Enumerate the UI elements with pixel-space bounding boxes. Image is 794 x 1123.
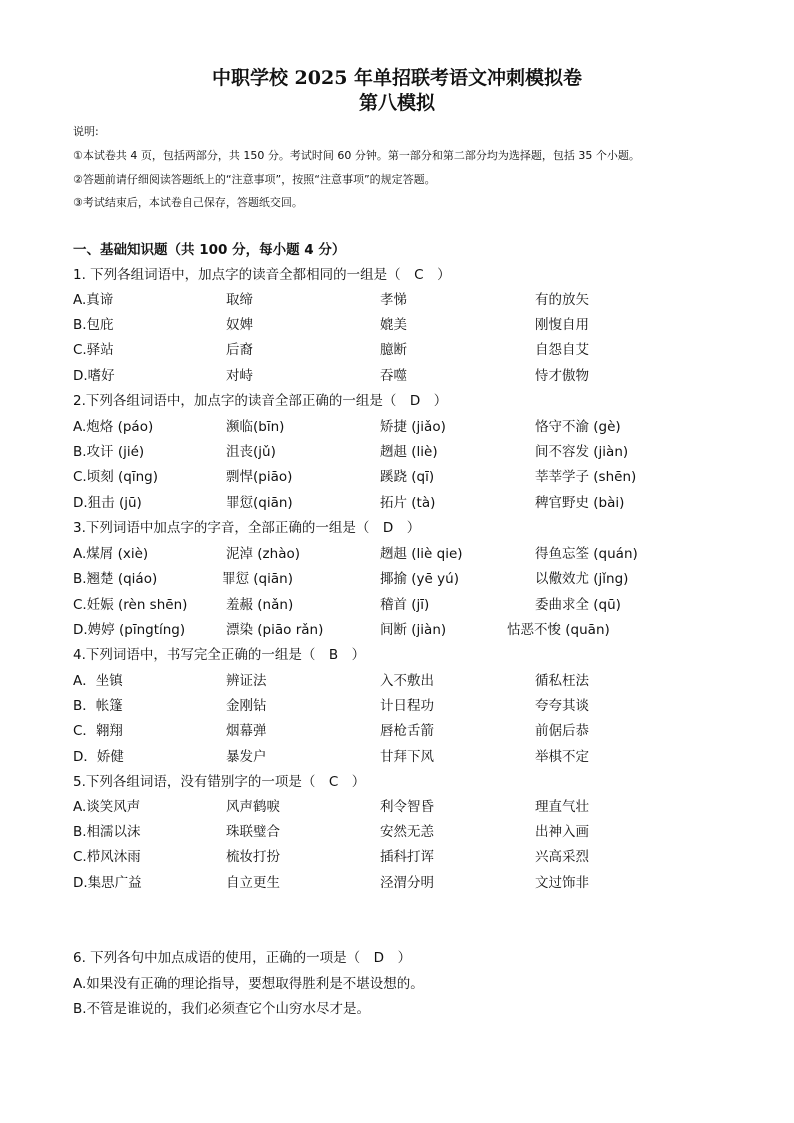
option-cell: 孝悌 <box>380 292 407 308</box>
option-row <box>0 748 794 766</box>
option-row <box>0 316 794 334</box>
option-cell: 出神入画 <box>535 824 589 840</box>
note-item: ③考试结束后，本试卷自己保存，答题纸交回。 <box>73 196 303 209</box>
option-cell: 泾渭分明 <box>380 875 434 891</box>
notes-label: 说明: <box>73 125 99 138</box>
option-cell: A．坐镇 <box>73 673 123 689</box>
option-cell: D．娇健 <box>73 749 124 765</box>
option-cell: 间断 (jiàn) <box>380 622 447 638</box>
question-stem: 5.下列各组词语，没有错别字的一项是（ C ） <box>73 774 366 790</box>
option-cell: 利令智昏 <box>380 799 434 815</box>
option-sentence: A.如果没有正确的理论指导，要想取得胜利是不堪设想的。 <box>73 976 424 992</box>
option-cell: 刚愎自用 <box>535 317 589 333</box>
option-cell: 委曲求全 (qū) <box>535 597 621 613</box>
option-cell: D.集思广益 <box>73 875 142 891</box>
option-cell: C．翱翔 <box>73 723 123 739</box>
option-cell: 金刚钻 <box>226 698 267 714</box>
option-cell: 漂染 (piāo rǎn) <box>226 622 324 638</box>
option-cell: 举棋不定 <box>535 749 589 765</box>
option-cell: 得鱼忘筌 (quán) <box>535 546 638 562</box>
option-cell: C.顷刻 (qīng) <box>73 469 158 485</box>
option-cell: 唇枪舌箭 <box>380 723 434 739</box>
option-cell: 怙恶不悛 (quān) <box>507 622 610 638</box>
option-cell: 梳妆打扮 <box>226 849 280 865</box>
option-cell: 暴发户 <box>226 749 267 765</box>
question-stem: 4.下列词语中，书写完全正确的一组是（ B ） <box>73 647 366 663</box>
option-row <box>0 291 794 309</box>
option-row <box>0 697 794 715</box>
option-cell: 自怨自艾 <box>535 342 589 358</box>
question-stem: 2.下列各组词语中，加点字的读音全部正确的一组是（ D ） <box>73 393 448 409</box>
option-cell: 奴婢 <box>226 317 253 333</box>
question-stem: 6. 下列各句中加点成语的使用，正确的一项是（ D ） <box>73 950 412 966</box>
section-title: 一、基础知识题（共 100 分，每小题 4 分） <box>73 242 346 258</box>
option-cell: 兴高采烈 <box>535 849 589 865</box>
option-cell: 对峙 <box>226 368 253 384</box>
option-cell: 羞赧 (nǎn) <box>226 597 294 613</box>
option-row <box>0 672 794 690</box>
option-cell: 稽首 (jī) <box>380 597 430 613</box>
option-cell: 恪守不渝 (gè) <box>535 419 621 435</box>
option-cell: B．帐篷 <box>73 698 123 714</box>
option-cell: C.栉风沐雨 <box>73 849 141 865</box>
option-cell: 以儆效尤 (jǐng) <box>535 571 629 587</box>
option-row <box>0 874 794 892</box>
option-row <box>0 367 794 385</box>
option-cell: 矫捷 (jiǎo) <box>380 419 446 435</box>
option-cell: C.妊娠 (rèn shēn) <box>73 597 188 613</box>
exam-title: 中职学校 2025 年单招联考语文冲刺模拟卷 <box>211 67 583 89</box>
option-row <box>0 621 794 639</box>
option-cell: 甘拜下风 <box>380 749 434 765</box>
question-stem: 1. 下列各组词语中，加点字的读音全都相同的一组是（ C ） <box>73 267 451 283</box>
option-cell: 泥淖 (zhào) <box>226 546 300 562</box>
option-cell: A.煤屑 (xiè) <box>73 546 149 562</box>
question-stem: 3.下列词语中加点字的字音，全部正确的一组是（ D ） <box>73 520 421 536</box>
exam-subtitle: 第八模拟 <box>358 92 435 114</box>
option-cell: 拓片 (tà) <box>380 495 436 511</box>
option-cell: A.谈笑风声 <box>73 799 141 815</box>
option-cell: 罪愆 (qiān) <box>222 571 293 587</box>
option-cell: 风声鹤唳 <box>226 799 280 815</box>
option-cell: 罪愆(qiān) <box>226 495 293 511</box>
option-cell: B.翘楚 (qiáo) <box>73 571 158 587</box>
option-cell: 揶揄 (yē yú) <box>380 571 459 587</box>
option-cell: 夸夸其谈 <box>535 698 589 714</box>
option-cell: 插科打诨 <box>380 849 434 865</box>
option-row <box>0 848 794 866</box>
option-row <box>0 570 794 588</box>
option-cell: 前倨后恭 <box>535 723 589 739</box>
option-cell: 烟幕弹 <box>226 723 267 739</box>
option-cell: A.真谛 <box>73 292 114 308</box>
option-cell: A.炮烙 (páo) <box>73 419 154 435</box>
option-cell: 后裔 <box>226 342 253 358</box>
option-cell: 间不容发 (jiàn) <box>535 444 629 460</box>
option-row <box>0 545 794 563</box>
option-row <box>0 823 794 841</box>
option-cell: 取缔 <box>226 292 253 308</box>
option-row <box>0 494 794 512</box>
option-sentence: B.不管是谁说的，我们必须查它个山穷水尽才是。 <box>73 1001 371 1017</box>
option-cell: 趔趄 (liè qie) <box>380 546 463 562</box>
option-cell: 理直气壮 <box>535 799 589 815</box>
option-row <box>0 798 794 816</box>
option-cell: D.狙击 (jū) <box>73 495 142 511</box>
option-cell: 安然无恙 <box>380 824 434 840</box>
option-row <box>0 341 794 359</box>
option-cell: 濒临(bīn) <box>226 419 285 435</box>
option-cell: C.驿站 <box>73 342 114 358</box>
option-row <box>0 418 794 436</box>
option-cell: 入不敷出 <box>380 673 434 689</box>
option-cell: 吞噬 <box>380 368 407 384</box>
option-cell: 循私枉法 <box>535 673 589 689</box>
option-row <box>0 468 794 486</box>
option-cell: B.攻讦 (jié) <box>73 444 145 460</box>
option-cell: 自立更生 <box>226 875 280 891</box>
option-cell: 沮丧(jǔ) <box>226 444 276 460</box>
option-cell: 莘莘学子 (shēn) <box>535 469 637 485</box>
option-row <box>0 722 794 740</box>
option-cell: D.嗜好 <box>73 368 115 384</box>
option-cell: 珠联璧合 <box>226 824 280 840</box>
option-cell: 计日程功 <box>380 698 434 714</box>
note-item: ②答题前请仔细阅读答题纸上的“注意事项”，按照“注意事项”的规定答题。 <box>73 173 436 186</box>
option-cell: 剽悍(piāo) <box>226 469 293 485</box>
option-cell: D.娉婷 (pīngtíng) <box>73 622 186 638</box>
option-cell: 有的放矢 <box>535 292 589 308</box>
option-row <box>0 596 794 614</box>
option-cell: 稗官野史 (bài) <box>535 495 625 511</box>
option-cell: 臆断 <box>380 342 407 358</box>
option-cell: 辨证法 <box>226 673 267 689</box>
option-row <box>0 443 794 461</box>
option-cell: B.相濡以沫 <box>73 824 141 840</box>
option-cell: 趔趄 (liè) <box>380 444 438 460</box>
option-cell: 文过饰非 <box>535 875 589 891</box>
option-cell: 蹊跷 (qī) <box>380 469 435 485</box>
option-cell: 媲美 <box>380 317 407 333</box>
option-cell: B.包庇 <box>73 317 114 333</box>
option-cell: 恃才傲物 <box>535 368 589 384</box>
note-item: ①本试卷共 4 页，包括两部分，共 150 分。考试时间 60 分钟。第一部分和第二部分均为选择题，包括 35 个小题。 <box>73 149 640 162</box>
